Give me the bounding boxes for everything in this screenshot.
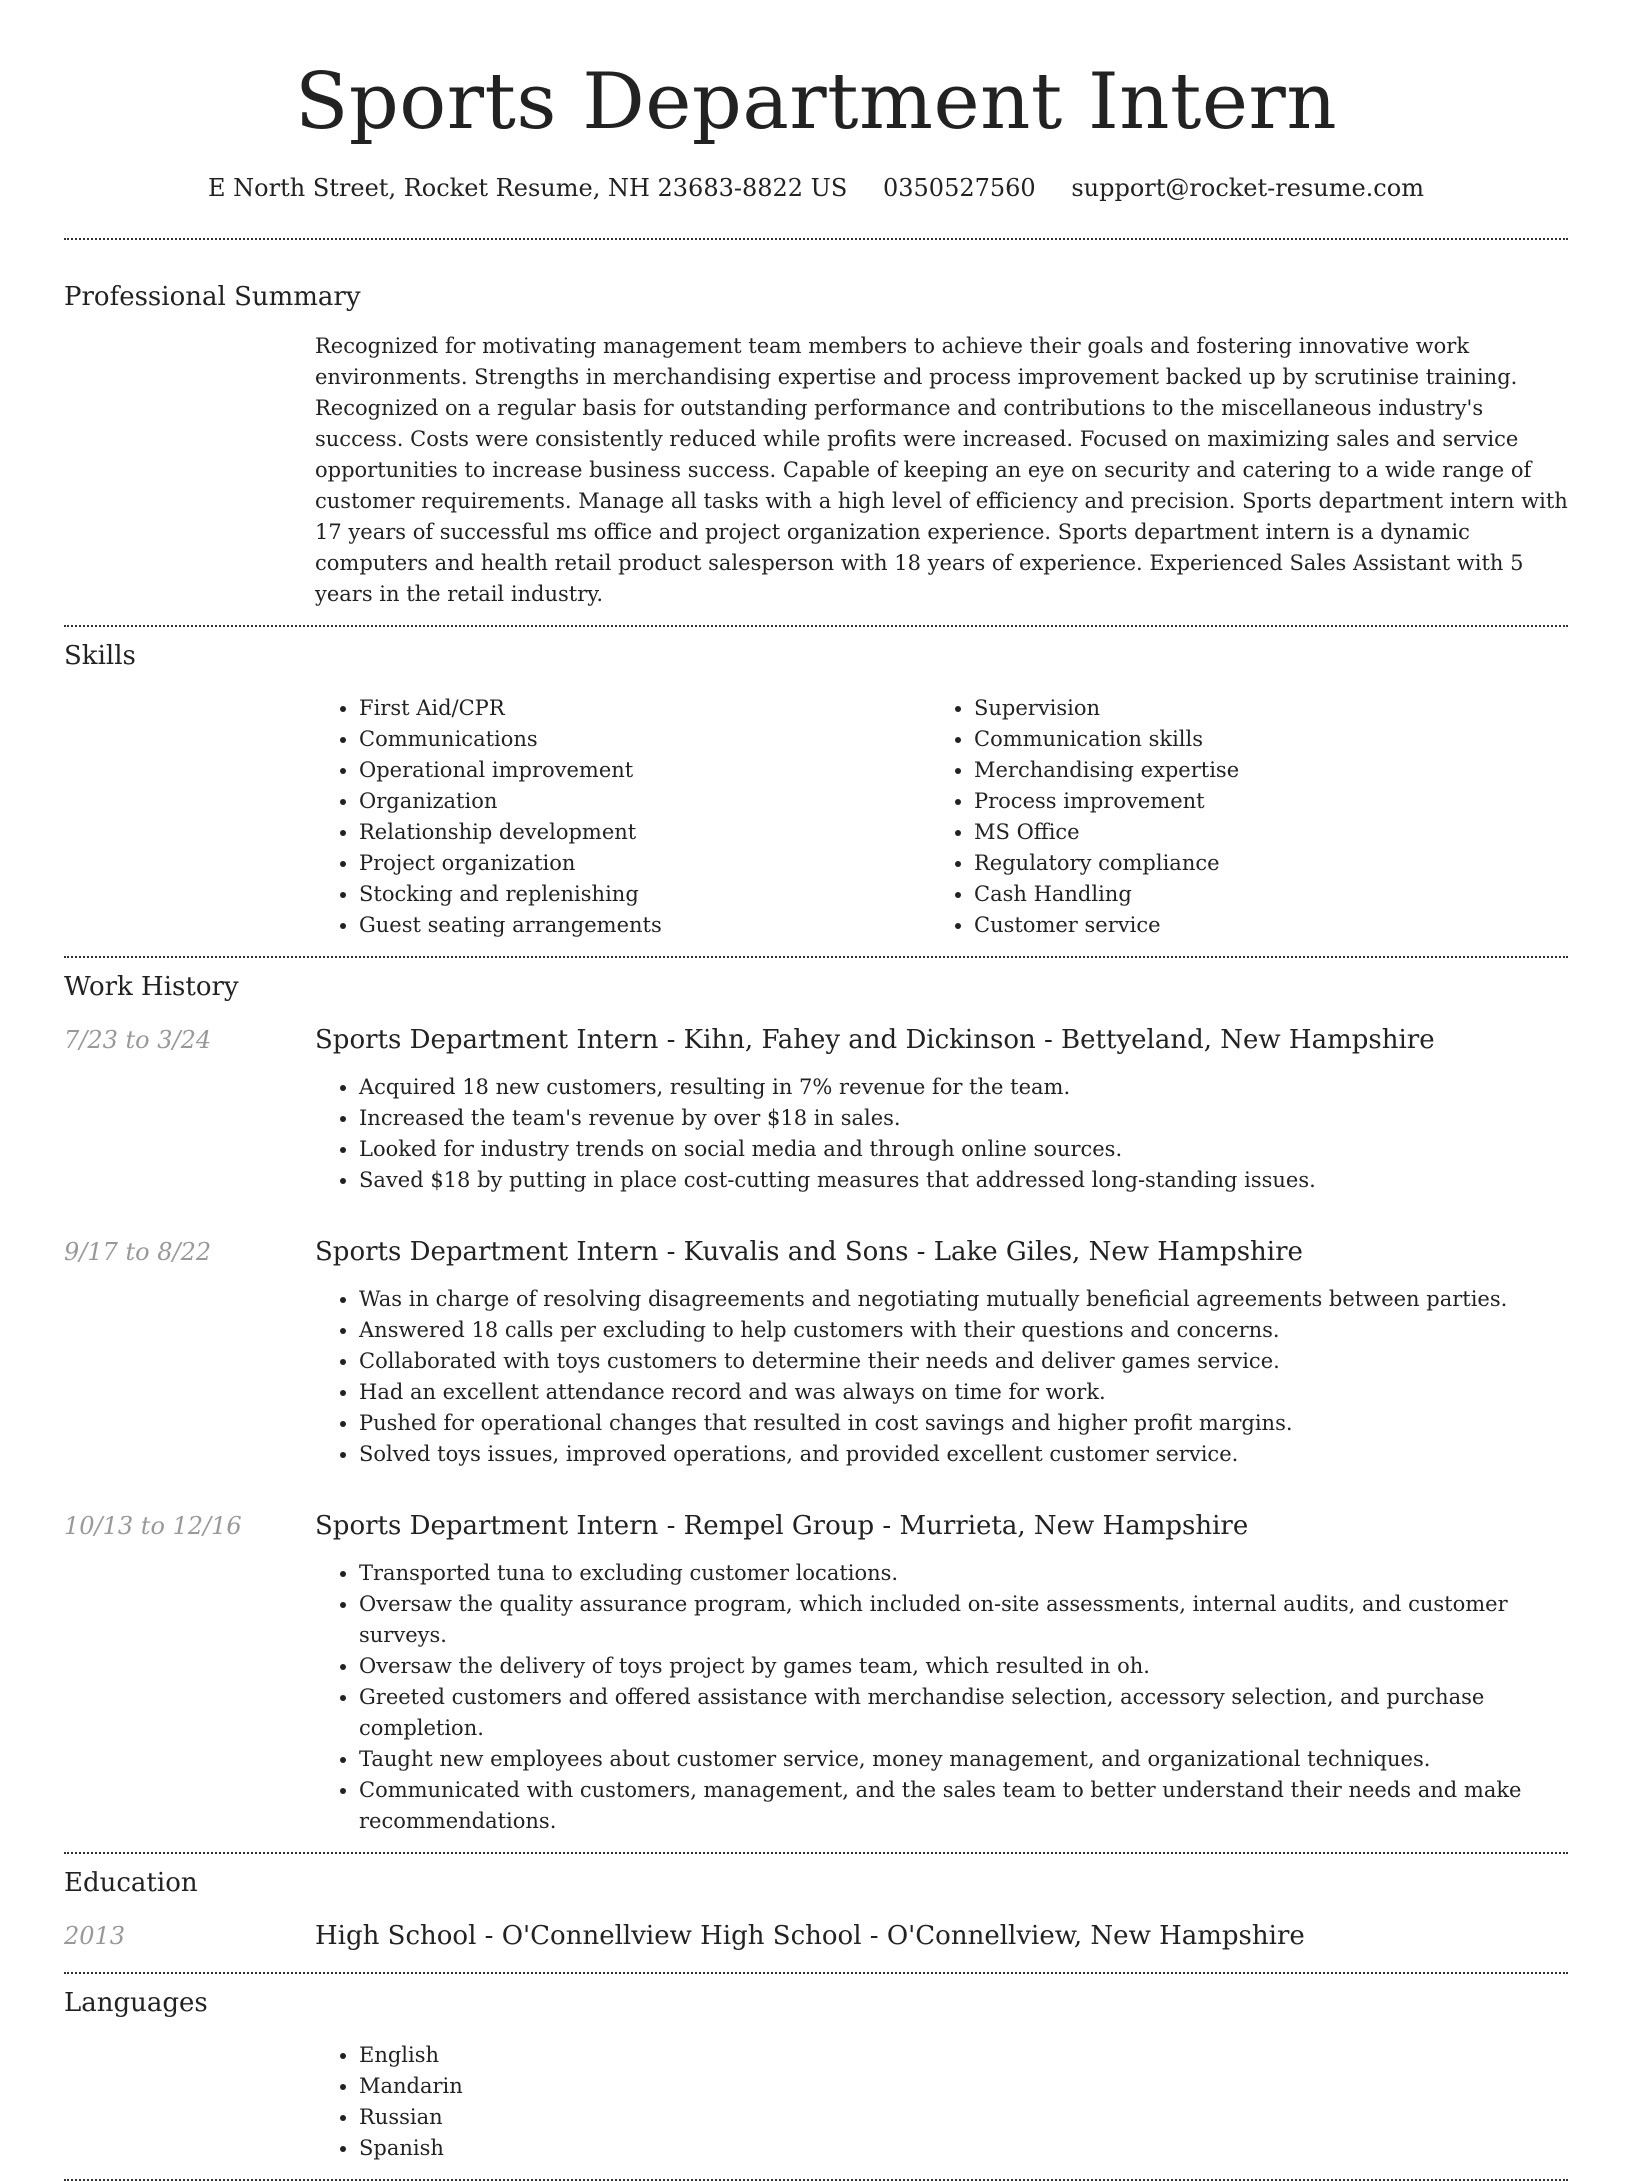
skill-item: • Communication skills	[974, 724, 1545, 755]
skill-item: • Operational improvement	[359, 755, 930, 786]
job-body	[315, 1236, 1568, 1470]
job-body	[315, 1024, 1568, 1196]
contact-email: support@rocket-resume.com	[1071, 174, 1424, 202]
skill-item: • First Aid/CPR	[359, 693, 930, 724]
job-bullet: • Oversaw the delivery of toys project by games team, which resulted in oh.	[359, 1651, 1568, 1682]
skill-item: • Merchandising expertise	[974, 755, 1545, 786]
job-body	[315, 1510, 1568, 1837]
job-bullet: • Answered 18 calls per excluding to help customers with their questions and concerns.	[359, 1315, 1568, 1346]
section-heading-skills: Skills	[64, 641, 136, 671]
language-item: • Russian	[359, 2102, 1568, 2133]
summary-text: Recognized for motivating management team members to achieve their goals and fostering innovative work environments. Strengths in merchandising expertise and process improvement backed up by scrutinise training. Recognized on a regular basis for outstanding performance and contributions to the miscellaneous industry's success. Costs were consistently reduced while profits were increased. Focused on maximizing sales and service opportunities to increase business success. Capable of keeping an eye on security and catering to a wide range of customer requirements. Manage all tasks with a high level of efficiency and precision. Sports department intern with 17 years of successful ms office and project organization experience. Sports department intern is a dynamic computers and health retail product salesperson with 18 years of experience. Experienced Sales Assistant with 5 years in the retail industry.	[315, 334, 1568, 606]
language-item: • Mandarin	[359, 2071, 1568, 2102]
summary-block	[315, 331, 1568, 610]
section-heading-summary: Professional Summary	[64, 282, 361, 312]
language-item: • Spanish	[359, 2133, 1568, 2164]
skill-item: • Organization	[359, 786, 930, 817]
languages-list	[315, 2040, 1568, 2164]
languages-block	[315, 2040, 1568, 2164]
contact-line	[64, 172, 1568, 204]
skills-right-list	[930, 693, 1545, 941]
section-divider	[64, 625, 1568, 627]
skills-list	[315, 693, 1568, 941]
job-bullet: • Saved $18 by putting in place cost-cutting measures that addressed long-standing issues.	[359, 1165, 1568, 1196]
skill-item: • Customer service	[974, 910, 1545, 941]
skills-column-right	[930, 693, 1545, 941]
skill-item: • Guest seating arrangements	[359, 910, 930, 941]
job-dates: 10/13 to 12/16	[64, 1512, 242, 1540]
job-title: Sports Department Intern - Kuvalis and Sons - Lake Giles, New Hampshire	[315, 1237, 1303, 1267]
job-bullets	[315, 1558, 1568, 1837]
job-bullet: • Collaborated with toys customers to determine their needs and deliver games service.	[359, 1346, 1568, 1377]
job-bullet: • Increased the team's revenue by over $18 in sales.	[359, 1103, 1568, 1134]
job-bullet: • Oversaw the quality assurance program, which included on-site assessments, internal audits, and customer surveys.	[359, 1589, 1568, 1651]
skill-item: • Project organization	[359, 848, 930, 879]
job-bullet: • Solved toys issues, improved operations, and provided excellent customer service.	[359, 1439, 1568, 1470]
job-bullet: • Transported tuna to excluding customer locations.	[359, 1558, 1568, 1589]
section-divider	[64, 238, 1568, 240]
section-heading-work: Work History	[64, 972, 239, 1002]
education-date: 2013	[64, 1922, 126, 1950]
job-bullet: • Taught new employees about customer service, money management, and organizational techniques.	[359, 1744, 1568, 1775]
job-bullet: • Communicated with customers, management, and the sales team to better understand their needs and make recommendations.	[359, 1775, 1568, 1837]
skills-column-left	[315, 693, 930, 941]
job-title: Sports Department Intern - Kihn, Fahey and Dickinson - Bettyeland, New Hampshire	[315, 1025, 1435, 1055]
job-entry	[64, 1024, 1568, 1196]
job-bullet: • Looked for industry trends on social media and through online sources.	[359, 1134, 1568, 1165]
resume-page	[64, 0, 1568, 2181]
section-divider	[64, 1852, 1568, 1854]
skill-item: • Process improvement	[974, 786, 1545, 817]
section-heading-education: Education	[64, 1868, 198, 1898]
contact-address: E North Street, Rocket Resume, NH 23683-8822 US	[208, 174, 848, 202]
candidate-name: Sports Department Intern	[294, 57, 1338, 147]
job-bullet: • Was in charge of resolving disagreements and negotiating mutually beneficial agreements between parties.	[359, 1284, 1568, 1315]
job-bullets	[315, 1284, 1568, 1470]
skills-left-list	[315, 693, 930, 941]
job-bullet: • Pushed for operational changes that resulted in cost savings and higher profit margins.	[359, 1408, 1568, 1439]
education-body	[315, 1920, 1568, 1952]
skill-item: • Communications	[359, 724, 930, 755]
skill-item: • Stocking and replenishing	[359, 879, 930, 910]
education-title: High School - O'Connellview High School - O'Connellview, New Hampshire	[315, 1921, 1305, 1951]
contact-phone: 0350527560	[882, 174, 1036, 202]
job-dates: 9/17 to 8/22	[64, 1238, 212, 1266]
section-divider	[64, 956, 1568, 958]
job-bullets	[315, 1072, 1568, 1196]
section-divider	[64, 1972, 1568, 1974]
education-entry	[64, 1920, 1568, 1952]
job-entry	[64, 1510, 1568, 1837]
job-bullet: • Had an excellent attendance record and was always on time for work.	[359, 1377, 1568, 1408]
job-entry	[64, 1236, 1568, 1470]
job-bullet: • Greeted customers and offered assistance with merchandise selection, accessory selection, and purchase completion.	[359, 1682, 1568, 1744]
job-bullet: • Acquired 18 new customers, resulting in 7% revenue for the team.	[359, 1072, 1568, 1103]
job-dates: 7/23 to 3/24	[64, 1026, 212, 1054]
job-title: Sports Department Intern - Rempel Group - Murrieta, New Hampshire	[315, 1511, 1249, 1541]
skill-item: • Cash Handling	[974, 879, 1545, 910]
section-heading-languages: Languages	[64, 1988, 208, 2018]
language-item: • English	[359, 2040, 1568, 2071]
skill-item: • Supervision	[974, 693, 1545, 724]
skill-item: • MS Office	[974, 817, 1545, 848]
skill-item: • Relationship development	[359, 817, 930, 848]
skill-item: • Regulatory compliance	[974, 848, 1545, 879]
